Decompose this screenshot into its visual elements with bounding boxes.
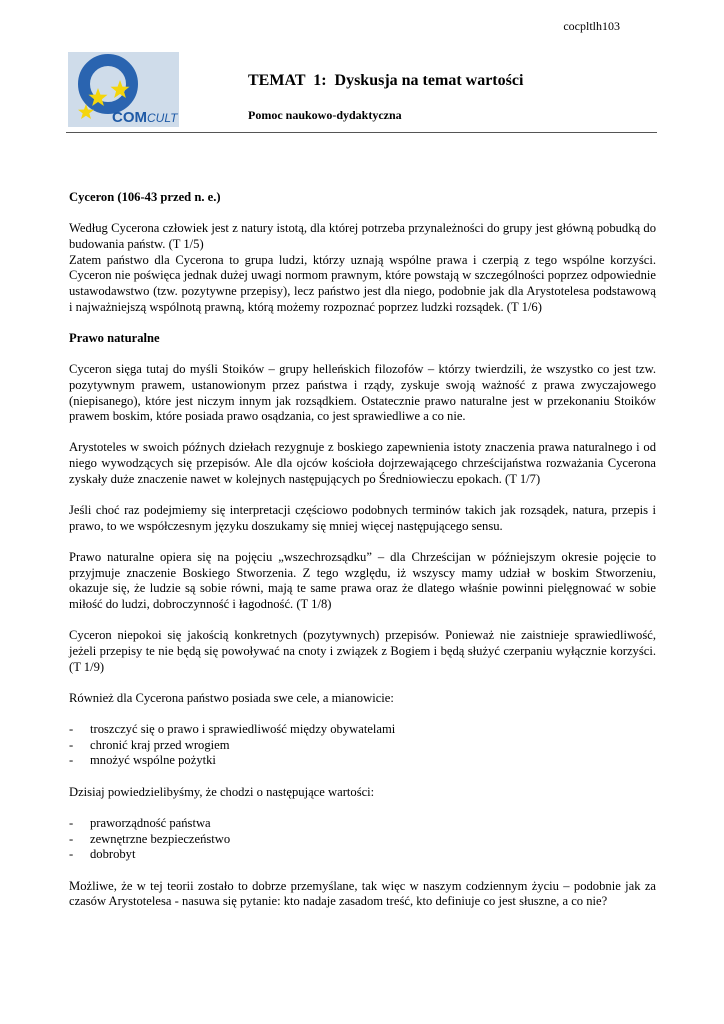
list-marker: -	[69, 722, 74, 737]
logo-text-com: COM	[112, 109, 147, 126]
list-item: - mnożyć wspólne pożytki	[69, 753, 216, 768]
list-marker: -	[69, 753, 74, 768]
list-marker: -	[69, 737, 74, 752]
paragraph: Według Cycerona człowiek jest z natury istotą, dla której potrzeba przynależności do grupy jest główną pobudką do budowania państw. (T 1/5)	[69, 221, 656, 251]
paragraph: Dzisiaj powiedzielibyśmy, że chodzi o następujące wartości:	[69, 784, 375, 799]
list-marker: -	[69, 815, 74, 830]
paragraph: Arystoteles w swoich późnych dziełach rezygnuje z boskiego zapewnienia istoty znaczenia prawa naturalnego i od niego wywodzących się przepisów. Ale dla ojców kościoła dojrzewającego chrześcijaństwa rozważania Cycerona zyskały duże znaczenie nawet w kolejnych następujących po Średniowieczu epokach. (T 1/7)	[69, 440, 656, 486]
paragraph: Również dla Cycerona państwo posiada swe cele, a mianowicie:	[69, 690, 394, 705]
page-subtitle: Pomoc naukowo-dydaktyczna	[248, 108, 402, 122]
page-title: TEMAT 1: Dyskusja na temat wartości	[248, 72, 524, 89]
list-marker: -	[69, 831, 74, 846]
paragraph: Prawo naturalne opiera się na pojęciu „wszechrozsądku” – dla Chrześcijan w późniejszym okresie pojęcie to przyjmuje znaczenie Boskiego Stworzenia. Z tego względu, iż wszyscy mamy udział w boskim Stworzeniu, okazuje się, że ludzie są sobie równi, mają te same prawa oraz że dlatego właśnie powinni pielęgnować w sobie miłość do ludzi, dobroczynność i łagodność. (T 1/8)	[69, 549, 656, 612]
header-divider	[66, 132, 657, 133]
paragraph: Cyceron sięga tutaj do myśli Stoików – grupy helleńskich filozofów – którzy twierdzili, że wszystko co jest tzw. pozytywnym prawem, ustanowionym przez państwa i rządy, zyskuje swoją ważność z prawa zwyczajowego (niepisanego), które jest niczym innym jak rozsądkiem. Ostatecznie prawo naturalne jest w przekonaniu Stoików prawem boskim, które posiada prawo osądzania, co jest sprawiedliwe a co nie.	[69, 362, 656, 424]
paragraph: Zatem państwo dla Cycerona to grupa ludzi, którzy uznają wspólne prawa i czerpią z tego wspólne korzyści. Cyceron nie poświęca jednak dużej uwagi normom prawnym, które powstają w szczególności poprzez odpowiednie ustawodawstwo (tzw. pozytywne przepisy), lecz państwo jest dla niego, podobnie jak dla Arystotelesa podstawową i najważniejszą wspólnotą prawną, którą możemy rozpoznać poprzez ludzki rozsądek. (T 1/6)	[69, 252, 656, 314]
values-list	[69, 816, 656, 863]
document-code: cocpltlh103	[563, 19, 620, 33]
section-heading-cyceron: Cyceron (106-43 przed n. e.)	[69, 190, 221, 204]
list-item: - dobrobyt	[69, 847, 136, 862]
paragraph: Cyceron niepokoi się jakością konkretnych (pozytywnych) przepisów. Ponieważ nie zaistnieje sprawiedliwość, jeżeli przepisy te nie będą się powoływać na cnoty i związek z Bogiem i będą służyć czerpaniu wyłącznie korzyści. (T 1/9)	[69, 628, 656, 674]
list-item: - zewnętrzne bezpieczeństwo	[69, 831, 231, 846]
list-item: - chronić kraj przed wrogiem	[69, 737, 230, 752]
document-body	[69, 190, 656, 925]
comcult-logo	[68, 52, 179, 127]
logo-text-cult: CULT	[147, 111, 178, 125]
paragraph: Możliwe, że w tej teorii zostało to dobrze przemyślane, tak więc w naszym codziennym życiu – podobnie jak za czasów Arystotelesa - nasuwa się pytanie: kto nadaje zasadom treść, kto definiuje co jest słuszne, a co nie?	[69, 878, 656, 909]
state-goals-list	[69, 722, 656, 769]
comcult-logo-graphic	[68, 52, 179, 127]
list-item: - praworządność państwa	[69, 815, 211, 830]
list-item: - troszczyć się o prawo i sprawiedliwość między obywatelami	[69, 722, 396, 737]
paragraph: Jeśli choć raz podejmiemy się interpretacji częściowo podobnych terminów takich jak rozsądek, natura, przepis i prawo, to we współczesnym języku doszukamy się mniej więcej następującego sensu.	[69, 503, 656, 533]
section-heading-prawo-naturalne: Prawo naturalne	[69, 330, 160, 345]
list-marker: -	[69, 847, 74, 862]
